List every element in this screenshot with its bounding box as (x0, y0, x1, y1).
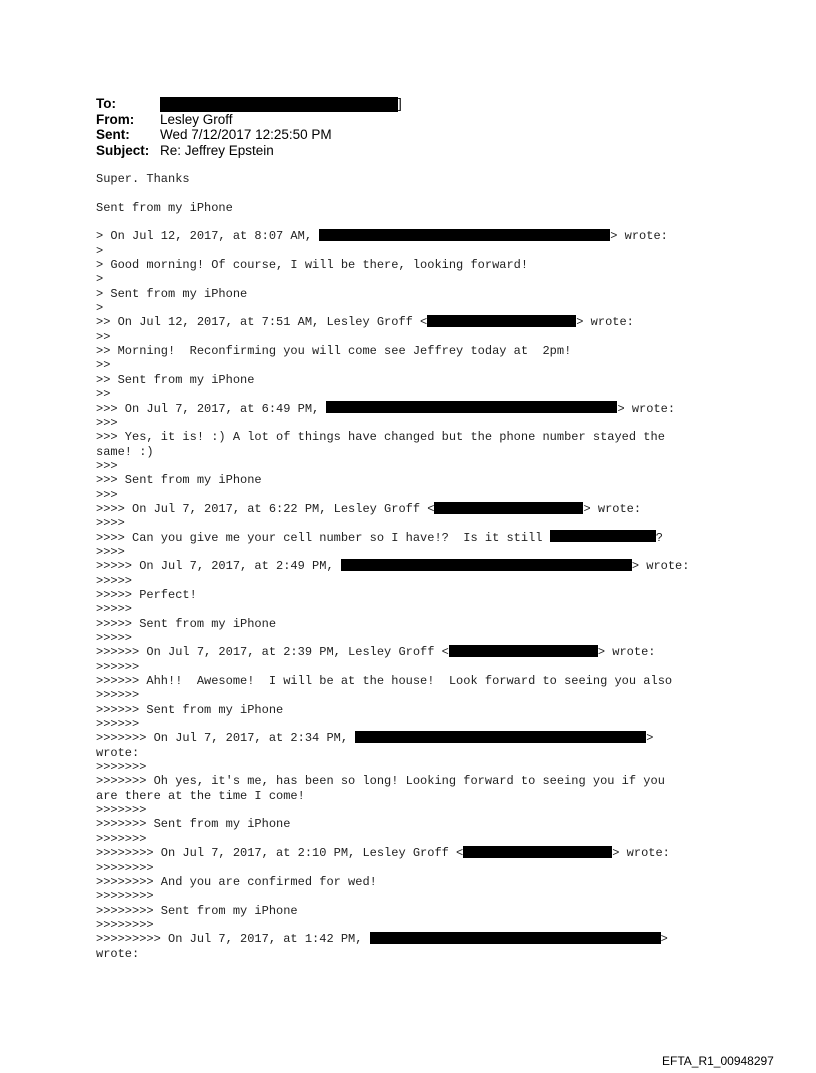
sent-row (96, 127, 402, 143)
redaction-block (434, 502, 583, 514)
quote-header-line (96, 502, 716, 516)
redaction-block (326, 401, 617, 413)
body-line: >>>>>> (96, 688, 140, 703)
body-line: >> Morning! Reconfirming you will come see Jeffrey today at 2pm! (96, 344, 572, 359)
body-line: >> Sent from my iPhone (96, 372, 255, 387)
quote-header-text: >>>> On Jul 7, 2017, at 6:22 PM, Lesley Groff < (96, 501, 435, 516)
redaction-block (449, 645, 598, 657)
quote-line (96, 531, 716, 545)
body-line: >>>>> (96, 602, 133, 617)
quote-header-line (96, 846, 716, 860)
body-line: > (96, 243, 104, 258)
body-line: Sent from my iPhone (96, 200, 233, 215)
body-line: >>>>> (96, 631, 133, 645)
body-line: >>>>>>> (96, 803, 147, 818)
body-line: wrote: (96, 946, 140, 961)
to-value (160, 96, 402, 112)
quote-header-text: >>>>> On Jul 7, 2017, at 2:49 PM, (96, 559, 341, 574)
quote-header-line (96, 731, 716, 745)
body-line: >>> (96, 415, 118, 430)
sent-label: Sent: (96, 127, 130, 142)
body-line: >>>>>>>> And you are confirmed for wed! (96, 874, 377, 889)
quote-header-line (96, 559, 716, 573)
quote-header-line (96, 229, 716, 243)
body-line: >>>>>>> (96, 831, 147, 846)
body-line: >>> Sent from my iPhone (96, 473, 262, 488)
to-suffix: ] (398, 95, 402, 111)
body-line: >>>>> Sent from my iPhone (96, 616, 277, 631)
body-line: same! :) (96, 444, 154, 459)
quote-header-suffix: > wrote: (583, 501, 642, 516)
body-line: >>>>> Perfect! (96, 587, 197, 602)
redaction-block (319, 229, 610, 241)
quote-header-text: >> On Jul 12, 2017, at 7:51 AM, Lesley Groff < (96, 315, 428, 330)
subject-label: Subject: (96, 142, 150, 158)
document-id: EFTA_R1_00948297 (662, 1054, 774, 1068)
body-line: >>> (96, 458, 118, 473)
quote-header-text: > On Jul 12, 2017, at 8:07 AM, (96, 229, 320, 244)
quote-header-text: >>>>>>>> On Jul 7, 2017, at 2:10 PM, Lesley Groff < (96, 846, 464, 861)
quote-header-suffix: > wrote: (610, 229, 668, 244)
to-label: To: (96, 96, 116, 111)
body-line: > Sent from my iPhone (96, 286, 248, 301)
redaction-block (550, 530, 656, 542)
subject-row (96, 143, 402, 159)
quote-header-suffix: > wrote: (612, 846, 670, 861)
blank-line (96, 186, 716, 200)
quote-header-suffix: > wrote: (617, 401, 676, 416)
body-line: >> (96, 358, 111, 373)
from-label: From: (96, 111, 135, 127)
quote-header-suffix: > (660, 932, 668, 947)
body-line: >>>>>> Sent from my iPhone (96, 702, 284, 717)
body-line: >>>> (96, 516, 125, 531)
redaction-block (463, 846, 612, 858)
quote-header-text: >>>>>>>>> On Jul 7, 2017, at 1:42 PM, (96, 932, 370, 947)
quote-header-line (96, 402, 716, 416)
body-line: > Good morning! Of course, I will be there, looking forward! (96, 258, 529, 273)
redaction-block (427, 315, 576, 327)
body-line: >>>>>> (96, 659, 140, 674)
quote-header-suffix: > wrote: (597, 645, 656, 660)
body-line: >>>>>>>> (96, 917, 154, 932)
quote-suffix: ? (655, 530, 663, 545)
quote-header-suffix: > (646, 731, 654, 746)
redaction-block (160, 97, 398, 112)
email-body (96, 172, 716, 961)
body-line: >>>>>>> Oh yes, it's me, has been so long! Looking forward to seeing you if you (96, 774, 665, 789)
body-line: > (96, 301, 104, 316)
blank-line (96, 215, 716, 229)
body-line: wrote: (96, 745, 140, 760)
redaction-block (370, 932, 661, 944)
body-line: >> (96, 329, 111, 344)
body-line: >>>>>>>> (96, 860, 154, 875)
sent-value: Wed 7/12/2017 12:25:50 PM (160, 127, 332, 142)
body-line: >>> (96, 487, 118, 502)
body-line: >>>>> (96, 573, 133, 588)
quote-header-line (96, 932, 716, 946)
body-line: >>>>>>>> Sent from my iPhone (96, 903, 298, 918)
quote-header-suffix: > wrote: (576, 315, 634, 330)
body-line: >>>>>> Ahh!! Awesome! I will be at the house! Look forward to seeing you also (96, 674, 673, 689)
body-line: >>>>>>>> (96, 889, 154, 904)
quote-header-text: >>>>>> On Jul 7, 2017, at 2:39 PM, Lesley Groff < (96, 645, 449, 660)
redaction-block (355, 731, 646, 743)
quote-header-text: >>> On Jul 7, 2017, at 6:49 PM, (96, 401, 327, 416)
subject-value: Re: Jeffrey Epstein (160, 142, 274, 158)
to-row (96, 96, 402, 112)
quote-header-suffix: > wrote: (631, 559, 690, 574)
body-line: are there at the time I come! (96, 788, 305, 803)
quote-header-text: >>>>>>> On Jul 7, 2017, at 2:34 PM, (96, 731, 356, 746)
body-line: Super. Thanks (96, 172, 190, 186)
from-row (96, 112, 402, 128)
body-line: >> (96, 387, 111, 402)
quote-header-line (96, 645, 716, 659)
body-line: >>> Yes, it is! :) A lot of things have changed but the phone number stayed the (96, 430, 665, 445)
email-header (96, 96, 402, 158)
from-value: Lesley Groff (160, 111, 233, 127)
body-line: >>>> (96, 544, 125, 559)
body-line: >>>>>>> (96, 760, 147, 775)
quote-header-line (96, 315, 716, 329)
quote-text: >>>> Can you give me your cell number so I have!? Is it still (96, 530, 550, 545)
body-line: > (96, 272, 104, 287)
redaction-block (341, 559, 632, 571)
body-line: >>>>>>> Sent from my iPhone (96, 817, 291, 832)
body-line: >>>>>> (96, 717, 140, 732)
